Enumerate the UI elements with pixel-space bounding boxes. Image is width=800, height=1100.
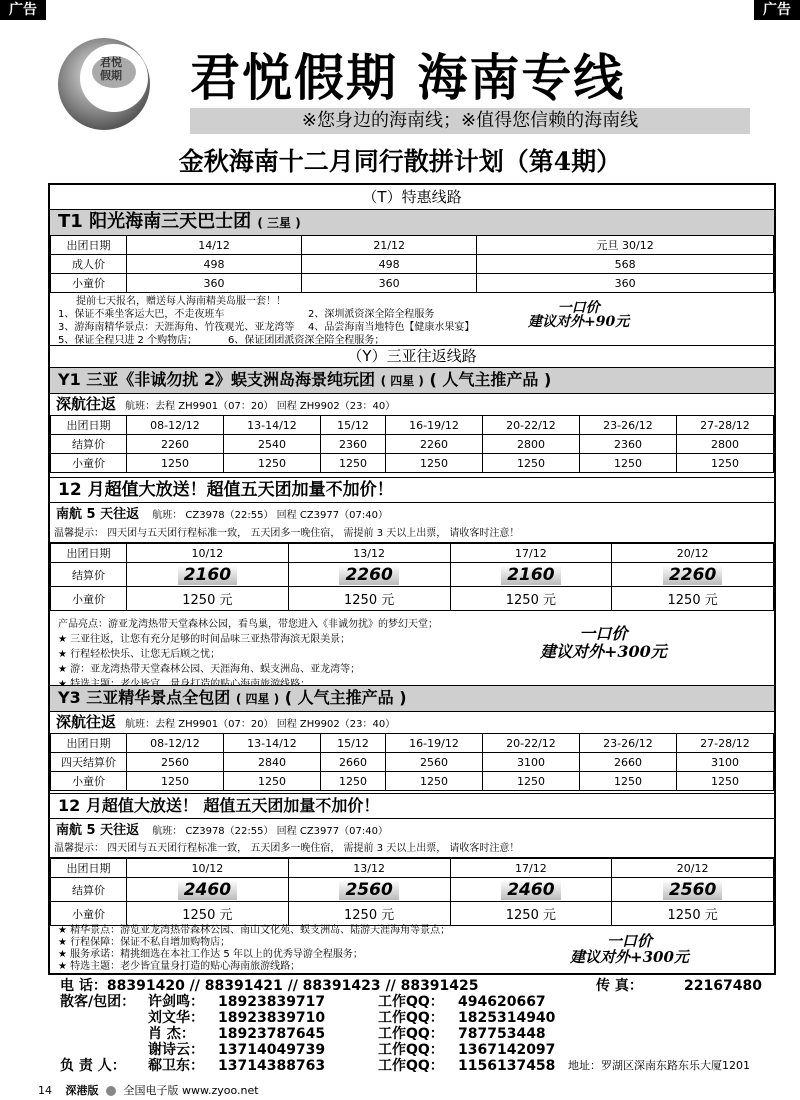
route-y3-title: Y3 三亚精华景点全包团 ( 四星 ) ( 人气主推产品 ) xyxy=(50,685,774,712)
page-number: 14 xyxy=(38,1084,52,1097)
t1-notes: 提前七天报名，赠送每人海南精美岛服一套！！ 1、保证不乘坐客运大巴，不走夜班车 2、深圳派资深全陪全程服务 3、游海南精华景点：天涯海角、竹筏观光、亚龙湾等 4、品尝海南当地特色【健康水果宴】 5、保证全程只进 2 个购物店； 6、保证团团派资深全陪全程服务； xyxy=(58,296,475,346)
page-title: 君悦假期 海南专线 xyxy=(190,48,626,107)
y1-promo-heading: 12 月超值大放送！超值五天团加量不加价！ xyxy=(50,477,774,503)
manager-line: 负 责 人： 郗卫东： 13714388763 工作QQ： 1156137458 地址：罗湖区深南东路东乐大厦1201 xyxy=(60,1058,750,1074)
y3-five-day-table: 出团日期 10/12 13/12 17/12 20/12 结算价 2460 2560 2460 2560 小童价 1250 元 1250 元 1250 元 1250 元 xyxy=(50,858,774,926)
schedule-subtitle: 金秋海南十二月同行散拼计划（第4期） xyxy=(178,147,622,176)
y1-nh-flight: 南航 5 天往返 航班： CZ3978（22:55） 回程 CZ3977（07:40） xyxy=(56,507,388,522)
company-logo xyxy=(52,34,162,134)
y3-highlights: ★ 精华景点：游览亚龙湾热带森林公园、南山文化苑、蜈支洲岛、陆游天涯海角等景点； ★ 行程保障：保证不私自增加购物店； ★ 服务承诺：精挑细选在本社工作达 5 年以上的优秀导游全程服务； ★ 特选主题：老少皆宜量身打造的贴心海南旅游线路； xyxy=(58,925,451,972)
staff-line-3: 肖 杰： 18923787645 工作QQ： 787753448 xyxy=(148,1026,546,1042)
y3-nh-flight: 南航 5 天往返 航班： CZ3978（22:55） 回程 CZ3977（07:40） xyxy=(56,823,388,838)
logo-text-1: 君悦 xyxy=(100,56,122,69)
address: 地址：罗湖区深南东路东乐大厦1201 xyxy=(568,1059,750,1072)
y3-sz-flight: 深航往返 航班：去程 ZH9901（07：20） 回程 ZH9902（23：40） xyxy=(56,713,396,731)
edition: 深港版 xyxy=(65,1084,99,1097)
staff-line-1: 散客/包团： 许剑鸣： 18923839717 工作QQ： 494620667 xyxy=(60,994,546,1010)
t1-promo: 一口价 建议对外+90元 xyxy=(528,300,630,330)
y3-promo: 一口价 建议对外+300元 xyxy=(570,932,689,966)
itinerary-frame xyxy=(48,183,776,975)
t1-price-table: 出团日期 14/12 21/12 元旦 30/12 成人价 498 498 568 小童价 360 360 360 xyxy=(50,235,774,293)
contact-block xyxy=(48,978,776,1074)
page-footer xyxy=(0,1082,800,1098)
phone-line: 电 话：88391420 // 88391421 // 88391423 // 88391425 传 真： 22167480 xyxy=(60,978,762,994)
staff-line-4: 谢诗云： 13714049739 工作QQ： 1367142097 xyxy=(148,1042,556,1058)
site-logo-icon xyxy=(106,1086,116,1096)
y1-price-table: 出团日期 08-12/12 13-14/12 15/12 16-19/12 20-22/12 23-26/12 27-28/12 结算价 2260 2540 2360 2260 2800 2360 2800 小童价 1250 1250 1250 1250 1250 1250 1250 xyxy=(50,415,774,473)
y3-price-table: 出团日期 08-12/12 13-14/12 15/12 16-19/12 20-22/12 23-26/12 27-28/12 四天结算价 2560 2840 2660 2560 3100 2660 3100 小童价 1250 1250 1250 1250 1250 1250 1250 xyxy=(50,733,774,791)
y1-reminder: 温馨提示： 四天团与五天团行程标准一致， 五天团多一晚住宿， 需提前 3 天以上出票， 请收客时注意！ xyxy=(50,526,774,543)
site-link[interactable]: 全国电子版 www.zyoo.net xyxy=(123,1084,259,1097)
y3-promo-heading: 12 月超值大放送！ 超值五天团加量不加价！ xyxy=(50,793,774,819)
route-y1-title: Y1 三亚《非诚勿扰 2》蜈支洲岛海景纯玩团 ( 四星 ) ( 人气主推产品 ) xyxy=(50,367,774,394)
section-y-heading: （Y）三亚往返线路 xyxy=(50,345,774,366)
route-t1-title: T1 阳光海南三天巴士团 ( 三星 ) xyxy=(50,209,774,236)
ad-tag-left: 广告 xyxy=(0,0,46,20)
y3-reminder: 温馨提示： 四天团与五天团行程标准一致， 五天团多一晚住宿， 需提前 3 天以上出票， 请收客时注意！ xyxy=(50,841,774,858)
y1-five-day-table: 出团日期 10/12 13/12 17/12 20/12 结算价 2160 2260 2160 2260 小童价 1250 元 1250 元 1250 元 1250 元 xyxy=(50,543,774,611)
y1-highlights: 产品亮点：游亚龙湾热带天堂森林公园，看鸟巢，带您进入《非诚勿扰》的梦幻天堂； ★ 三亚往返，让您有充分足够的时间品味三亚热带海滨无限美景； ★ 行程轻松快乐、让您无后顾之忧； ★ 游：亚龙湾热带天堂森林公园、天涯海角、蜈支洲岛、亚龙湾等； xyxy=(58,619,438,675)
section-t-heading: （T）特惠线路 xyxy=(362,188,462,206)
y1-sz-flight: 深航往返 航班：去程 ZH9901（07：20） 回程 ZH9902（23：40） xyxy=(56,395,396,413)
logo-text-2: 假期 xyxy=(100,69,122,82)
staff-line-2: 刘文华： 18923839710 工作QQ： 1825314940 xyxy=(148,1010,556,1026)
slogan: ※您身边的海南线；※值得您信赖的海南线 xyxy=(190,108,750,134)
ad-tag-right: 广告 xyxy=(754,0,800,20)
y1-promo: 一口价 建议对外+300元 xyxy=(540,624,667,661)
